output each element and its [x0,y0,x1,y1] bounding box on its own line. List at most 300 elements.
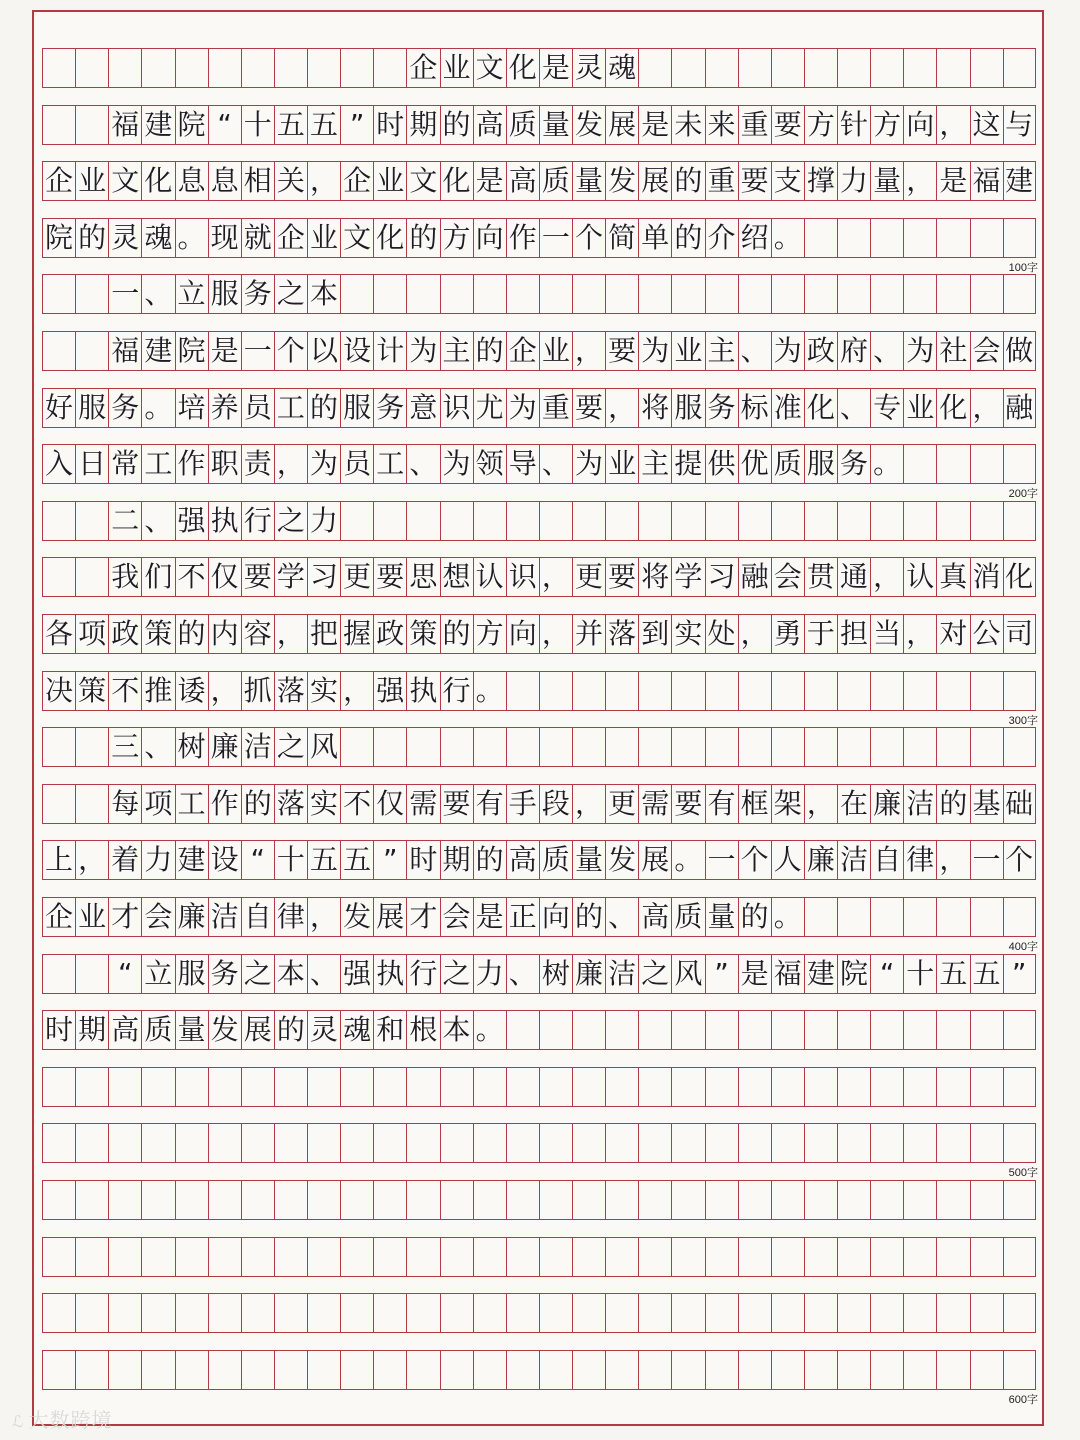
grid-cell [870,48,903,88]
grid-cell: 量 [572,161,605,201]
grid-cell: 工 [175,784,208,824]
writing-row [42,218,1036,258]
grid-cell: 领 [473,444,506,484]
grid-cell [870,274,903,314]
grid-cell: 认 [473,557,506,597]
grid-cell [970,1067,1003,1107]
grid-cell [42,1293,75,1333]
grid-cell: ， [274,444,307,484]
grid-cell: 一 [970,840,1003,880]
grid-cell: 文 [108,161,141,201]
grid-cell [208,1237,241,1277]
grid-cell: 各 [42,614,75,654]
grid-cell: 向 [903,105,936,145]
grid-cell: 优 [738,444,771,484]
grid-cell: 认 [903,557,936,597]
grid-cell: 。 [771,218,804,258]
grid-cell: ， [307,161,340,201]
grid-cell: 有 [705,784,738,824]
grid-cell [141,48,174,88]
grid-cell [42,274,75,314]
grid-cell [42,1123,75,1163]
grid-cell: 诿 [175,671,208,711]
grid-cell [373,1237,406,1277]
word-count-marker: 300字 [1008,714,1038,727]
grid-cell: 消 [970,557,1003,597]
grid-cell: 不 [340,784,373,824]
grid-cell [141,1180,174,1220]
grid-cell: 落 [274,784,307,824]
grid-cell: 员 [340,444,373,484]
grid-cell: 、 [605,897,638,937]
grid-cell [75,954,108,994]
grid-cell: 会 [970,331,1003,371]
grid-cell: 强 [373,671,406,711]
grid-cell: 项 [141,784,174,824]
grid-cell [605,727,638,767]
grid-cell [705,1293,738,1333]
grid-cell [506,1067,539,1107]
grid-cell [506,501,539,541]
grid-cell: 工 [373,444,406,484]
grid-cell: 策 [75,671,108,711]
grid-cell: 需 [638,784,671,824]
grid-cell: 质 [141,1010,174,1050]
grid-cell: 绍 [738,218,771,258]
grid-cell [340,1237,373,1277]
grid-cell [274,1293,307,1333]
grid-cell [42,727,75,767]
grid-cell: 五 [340,840,373,880]
grid-cell [903,1010,936,1050]
grid-cell: 导 [506,444,539,484]
writing-row [42,1350,1036,1390]
grid-cell [738,1123,771,1163]
grid-cell: 时 [42,1010,75,1050]
grid-cell: 思 [406,557,439,597]
grid-cell [307,1350,340,1390]
grid-cell [771,274,804,314]
grid-cell: 。 [870,444,903,484]
grid-cell: 根 [406,1010,439,1050]
grid-cell [870,1067,903,1107]
grid-cell [473,274,506,314]
writing-row [42,501,1036,541]
grid-cell: 洁 [903,784,936,824]
grid-cell [804,1293,837,1333]
grid-cell [141,1293,174,1333]
grid-cell: 。 [473,671,506,711]
grid-cell: 自 [870,840,903,880]
grid-cell [539,671,572,711]
grid-cell [936,1123,969,1163]
grid-cell: 廉 [572,954,605,994]
grid-cell: 期 [75,1010,108,1050]
word-count-marker: 400字 [1008,941,1038,953]
grid-cell [572,274,605,314]
grid-cell: 之 [274,501,307,541]
grid-cell: 二 [108,501,141,541]
grid-cell: 企 [42,897,75,937]
grid-cell [572,1067,605,1107]
grid-cell [42,1067,75,1107]
grid-cell [75,1067,108,1107]
grid-cell [870,727,903,767]
writing-row [42,1067,1036,1107]
grid-cell [274,1350,307,1390]
grid-cell: 化 [936,388,969,428]
grid-cell: 这 [970,105,1003,145]
grid-cell [406,1123,439,1163]
grid-cell [42,1180,75,1220]
grid-cell: 执 [406,671,439,711]
grid-cell [274,48,307,88]
grid-cell: 不 [175,557,208,597]
grid-cell: 服 [175,954,208,994]
grid-cell [340,727,373,767]
grid-cell: 本 [307,274,340,314]
grid-cell: 处 [705,614,738,654]
grid-cell: 设 [340,331,373,371]
grid-cell [804,274,837,314]
grid-cell: 当 [870,614,903,654]
grid-cell: 计 [373,331,406,371]
grid-cell [506,1293,539,1333]
grid-cell: 推 [141,671,174,711]
grid-cell [572,1123,605,1163]
grid-cell [340,1350,373,1390]
grid-cell: 通 [837,557,870,597]
grid-cell [936,1067,969,1107]
grid-cell: 想 [440,557,473,597]
grid-cell: 执 [208,501,241,541]
grid-cell [506,1123,539,1163]
grid-cell [241,1350,274,1390]
grid-cell: 量 [870,161,903,201]
grid-cell [473,1067,506,1107]
grid-cell [572,501,605,541]
grid-cell: 建 [1003,161,1036,201]
grid-cell: 框 [738,784,771,824]
grid-cell: 为 [506,388,539,428]
grid-cell: 更 [572,557,605,597]
grid-cell [837,501,870,541]
grid-cell: 之 [241,954,274,994]
grid-cell [539,727,572,767]
grid-cell [539,1293,572,1333]
grid-cell: 担 [837,614,870,654]
grid-cell: 洁 [241,727,274,767]
grid-cell: ， [75,840,108,880]
grid-cell: 业 [440,48,473,88]
grid-cell [771,671,804,711]
grid-cell [572,727,605,767]
grid-cell [804,727,837,767]
writing-row [42,161,1036,201]
grid-cell [705,48,738,88]
grid-cell [241,1293,274,1333]
grid-cell [307,1067,340,1107]
grid-cell [539,1010,572,1050]
grid-cell: 正 [506,897,539,937]
grid-cell [42,557,75,597]
grid-cell: 相 [241,161,274,201]
grid-cell [75,331,108,371]
grid-cell: 学 [274,557,307,597]
grid-cell: 好 [42,388,75,428]
grid-cell: 一 [108,274,141,314]
grid-cell [837,274,870,314]
grid-cell: 律 [274,897,307,937]
grid-cell [175,1180,208,1220]
grid-cell: 握 [340,614,373,654]
grid-cell: 养 [208,388,241,428]
grid-cell [804,1067,837,1107]
grid-cell [837,1350,870,1390]
grid-cell: 要 [605,331,638,371]
grid-cell: 有 [473,784,506,824]
grid-cell: 灵 [108,218,141,258]
grid-cell [473,1123,506,1163]
grid-cell: 业 [903,388,936,428]
grid-cell [671,1293,704,1333]
grid-cell [539,1067,572,1107]
grid-cell: 员 [241,388,274,428]
grid-cell: 针 [837,105,870,145]
grid-cell: 工 [274,388,307,428]
grid-cell [274,1067,307,1107]
grid-cell: 支 [771,161,804,201]
grid-cell: 企 [340,161,373,201]
grid-cell: 质 [506,105,539,145]
grid-cell: 要 [738,161,771,201]
grid-cell: 才 [108,897,141,937]
grid-cell: 。 [671,840,704,880]
grid-cell [837,1237,870,1277]
grid-cell: 廉 [208,727,241,767]
grid-cell [307,1180,340,1220]
grid-cell [970,1350,1003,1390]
grid-cell: ， [572,331,605,371]
grid-cell [837,727,870,767]
grid-cell: 高 [506,161,539,201]
grid-cell: 提 [671,444,704,484]
grid-cell: 简 [605,218,638,258]
grid-cell: 建 [141,331,174,371]
grid-cell: 质 [539,161,572,201]
grid-cell: 之 [440,954,473,994]
grid-cell: 洁 [605,954,638,994]
title-row [42,48,1036,88]
grid-cell: 实 [671,614,704,654]
writing-row [42,840,1036,880]
grid-cell [970,274,1003,314]
grid-cell: 设 [208,840,241,880]
grid-cell [771,727,804,767]
grid-cell [572,1350,605,1390]
grid-cell: 时 [373,105,406,145]
grid-cell: 重 [738,105,771,145]
grid-cell: 魂 [605,48,638,88]
grid-cell [75,48,108,88]
grid-cell [903,897,936,937]
grid-cell [108,1180,141,1220]
grid-cell: ， [539,614,572,654]
grid-cell [638,1293,671,1333]
grid-cell: 方 [440,218,473,258]
grid-cell: 与 [1003,105,1036,145]
grid-cell [241,1180,274,1220]
grid-cell: 、 [141,727,174,767]
grid-cell [175,1350,208,1390]
grid-cell [406,501,439,541]
grid-cell: 习 [705,557,738,597]
grid-cell [771,1123,804,1163]
grid-cell: 化 [804,388,837,428]
grid-cell [42,954,75,994]
grid-cell [141,1067,174,1107]
watermark [12,1404,113,1433]
grid-cell [903,274,936,314]
grid-cell [175,1067,208,1107]
grid-cell [738,671,771,711]
grid-cell [837,1010,870,1050]
grid-cell: 力 [837,161,870,201]
grid-cell [970,444,1003,484]
grid-cell: 政 [108,614,141,654]
grid-cell: 将 [638,388,671,428]
grid-cell: 服 [671,388,704,428]
grid-cell: 着 [108,840,141,880]
grid-cell: 向 [506,614,539,654]
grid-cell [75,1350,108,1390]
grid-cell: 专 [870,388,903,428]
grid-cell: 的 [241,784,274,824]
grid-cell: 福 [108,331,141,371]
grid-cell: 是 [738,954,771,994]
grid-cell [42,331,75,371]
grid-cell [903,48,936,88]
grid-cell: 学 [671,557,704,597]
grid-cell [241,1067,274,1107]
grid-cell [936,218,969,258]
grid-cell: 发 [605,840,638,880]
grid-cell [1003,727,1036,767]
grid-cell: 的 [406,218,439,258]
grid-cell: 为 [440,444,473,484]
grid-cell: 基 [970,784,1003,824]
grid-cell: 力 [307,501,340,541]
grid-cell [738,1067,771,1107]
grid-cell: 之 [274,274,307,314]
grid-cell: 仅 [208,557,241,597]
grid-cell [373,727,406,767]
grid-cell [671,1350,704,1390]
grid-cell [936,1180,969,1220]
grid-cell: 化 [440,161,473,201]
grid-cell: 之 [274,727,307,767]
grid-cell [970,897,1003,937]
grid-cell [440,1350,473,1390]
grid-cell: 企 [406,48,439,88]
grid-cell [936,274,969,314]
grid-cell [671,1067,704,1107]
grid-cell [870,1293,903,1333]
grid-cell: 对 [936,614,969,654]
grid-cell [738,1350,771,1390]
grid-cell [440,1123,473,1163]
grid-cell: 重 [705,161,738,201]
grid-cell [605,501,638,541]
grid-cell: ， [936,105,969,145]
grid-cell [638,1123,671,1163]
grid-cell: 风 [307,727,340,767]
grid-cell: 仅 [373,784,406,824]
grid-cell [539,1123,572,1163]
grid-cell: 力 [141,840,174,880]
grid-cell: 不 [108,671,141,711]
grid-cell: 化 [141,161,174,201]
word-count-marker: 500字 [1008,1167,1038,1180]
grid-cell [108,1237,141,1277]
grid-cell: 一 [241,331,274,371]
grid-cell: 实 [307,784,340,824]
grid-cell: 司 [1003,614,1036,654]
grid-cell: 行 [440,671,473,711]
grid-cell: 院 [175,105,208,145]
grid-cell [903,444,936,484]
grid-cell: 发 [605,161,638,201]
grid-cell: “ [108,954,141,994]
grid-cell [1003,1180,1036,1220]
grid-cell: 真 [936,557,969,597]
grid-cell: 业 [75,161,108,201]
grid-cell: 自 [241,897,274,937]
grid-cell: 主 [440,331,473,371]
grid-cell [771,1180,804,1220]
writing-row [42,388,1036,428]
grid-cell: 是 [473,897,506,937]
grid-cell [208,1180,241,1220]
grid-cell [108,1350,141,1390]
grid-cell: 。 [771,897,804,937]
grid-cell [671,1237,704,1277]
grid-cell [804,671,837,711]
grid-cell: 的 [307,388,340,428]
grid-cell: ， [903,614,936,654]
grid-cell: 五 [307,840,340,880]
grid-cell [42,48,75,88]
grid-cell [705,671,738,711]
grid-cell: 段 [539,784,572,824]
grid-cell: 、 [539,444,572,484]
grid-cell: 十 [241,105,274,145]
grid-cell [208,1293,241,1333]
grid-cell [870,218,903,258]
grid-cell: 要 [572,388,605,428]
grid-cell: 做 [1003,331,1036,371]
grid-cell: 强 [175,501,208,541]
grid-cell [75,1293,108,1333]
grid-cell: 树 [539,954,572,994]
grid-cell: 发 [572,105,605,145]
grid-cell [440,1180,473,1220]
word-count-marker: 600字 [1008,1393,1038,1406]
grid-cell [108,48,141,88]
grid-cell [605,1123,638,1163]
grid-cell [42,105,75,145]
grid-cell: 常 [108,444,141,484]
